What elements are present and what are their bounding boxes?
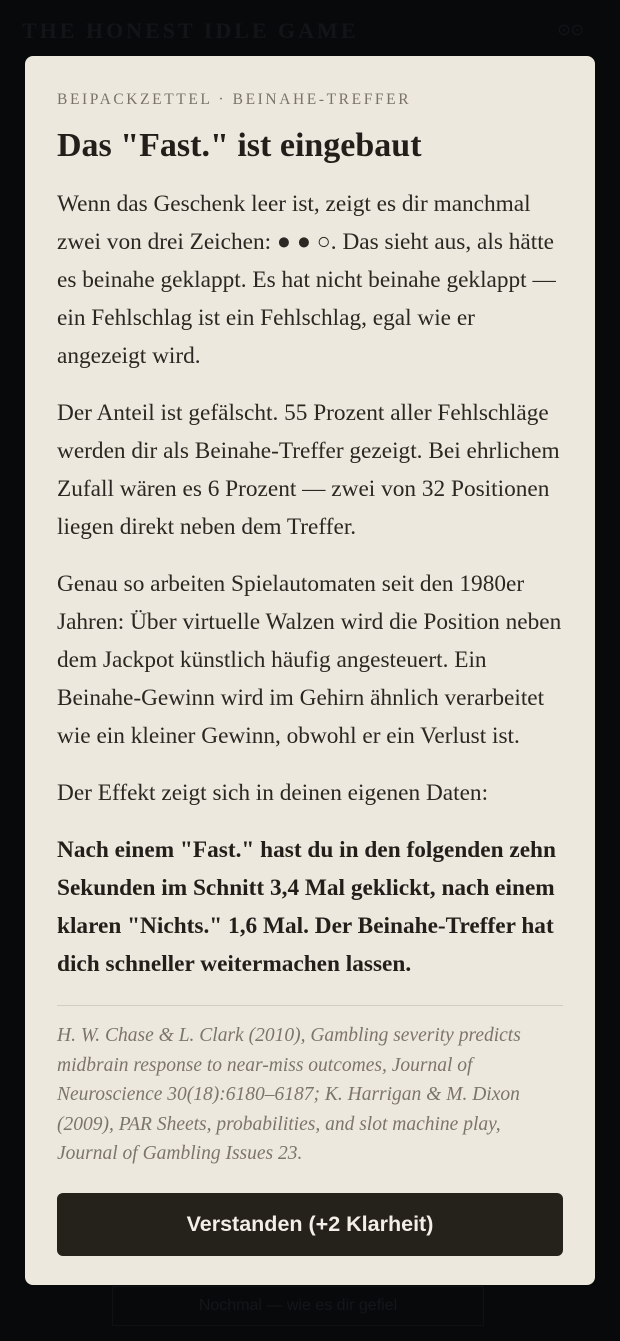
modal-eyebrow: BEIPACKZETTEL · BEINAHE-TREFFER	[57, 91, 412, 108]
top-right-badge: ⊙⊙	[557, 22, 584, 39]
confirm-button[interactable]: Verstanden (+2 Klarheit)	[57, 1193, 563, 1256]
modal-divider	[57, 1005, 563, 1006]
modal-citation: H. W. Chase & L. Clark (2010), Gambling severity predicts midbrain response to near-miss outcomes, Journal of Neuroscience 30(18):6180–6187; K. Harrigan & M. Dixon (2009), PAR Sheets, probabilities, and slot machine play, Journal of Gambling Issues 23.	[57, 1025, 521, 1164]
modal-paragraph-4: Der Effekt zeigt sich in deinen eigenen Daten:	[57, 780, 489, 806]
modal-paragraph-1: Wenn das Geschenk leer ist, zeigt es dir manchmal zwei von drei Zeichen: ● ● ○. Das sieht aus, als hätte es beinahe geklappt. Es hat nicht beinahe geklappt — ein Fehlschlag ist ein Fehlschlag, egal wie er angezeigt wird.	[57, 191, 556, 369]
info-modal	[25, 56, 595, 1285]
app-title: THE HONEST IDLE GAME	[22, 18, 359, 43]
modal-title: Das "Fast." ist eingebaut	[57, 127, 422, 164]
modal-paragraph-3: Genau so arbeiten Spielautomaten seit den 1980er Jahren: Über virtuelle Walzen wird die Position neben dem Jackpot künstlich häufig angesteuert. Ein Beinahe-Gewinn wird im Gehirn ähnlich verarbeitet wie ein kleiner Gewinn, obwohl er ein Verlust ist.	[57, 571, 562, 749]
modal-paragraph-2: Der Anteil ist gefälscht. 55 Prozent aller Fehlschläge werden dir als Beinahe-Treffer gezeigt. Bei ehrlichem Zufall wären es 6 Prozent — zwei von 32 Positionen liegen direkt neben dem Treffer.	[57, 400, 560, 540]
background-bottom-button: Nochmal — wie es dir gefiel	[112, 1286, 484, 1326]
modal-highlight: Nach einem "Fast." hast du in den folgenden zehn Sekunden im Schnitt 3,4 Mal geklickt, nach einem klaren "Nichts." 1,6 Mal. Der Beinahe-Treffer hat dich schneller weitermachen lassen.	[57, 837, 556, 977]
